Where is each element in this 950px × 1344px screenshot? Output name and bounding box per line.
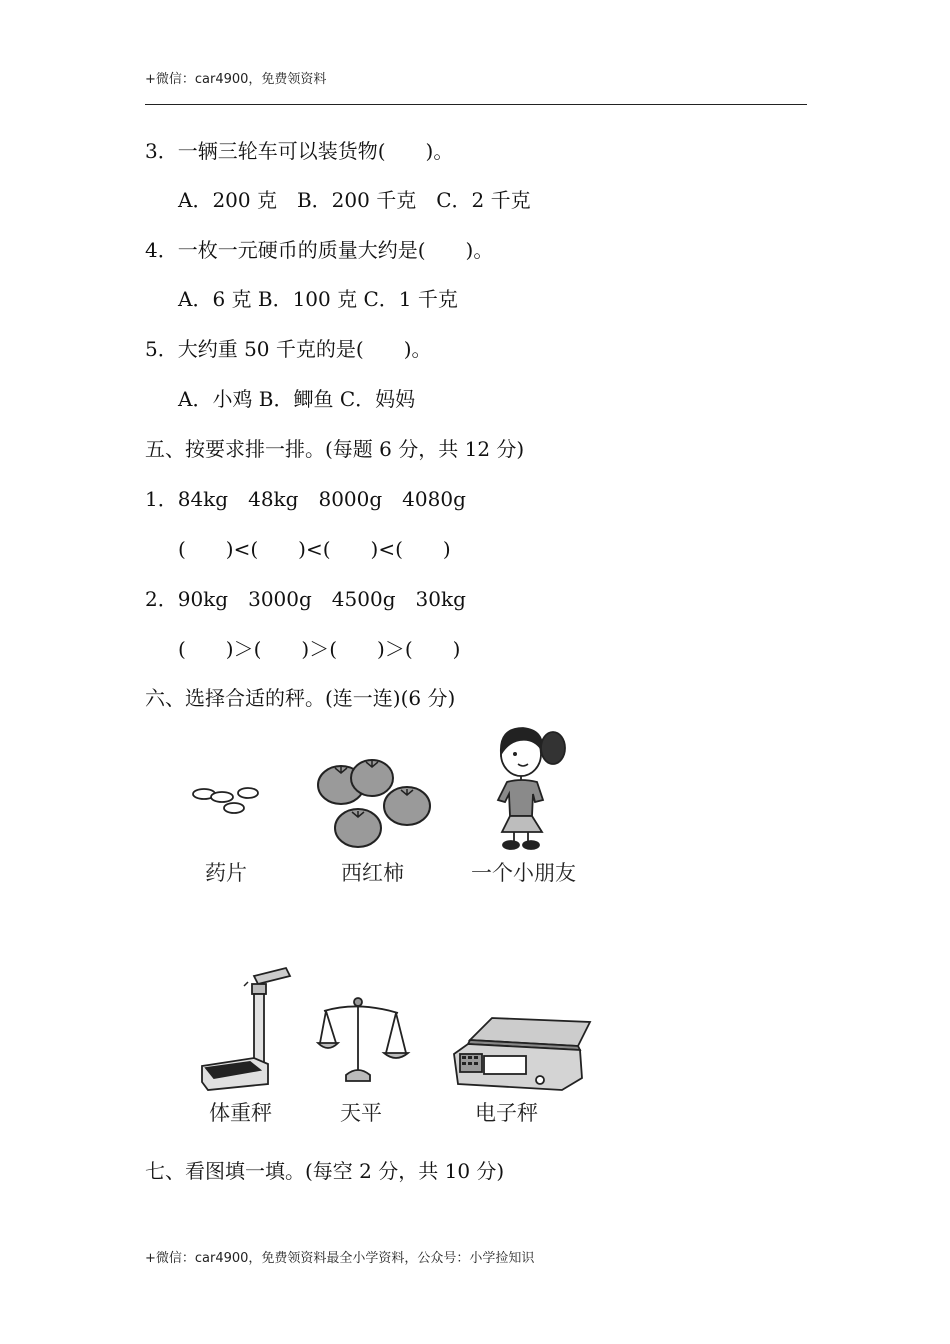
label-pills: 药片 — [205, 861, 247, 885]
question-5-stem: 5．大约重 50 千克的是( )。 — [145, 337, 432, 361]
section-6-title: 六、选择合适的秤。(连一连)(6 分) — [145, 686, 456, 710]
section-7-title: 七、看图填一填。(每空 2 分，共 10 分) — [145, 1159, 505, 1183]
child-image — [490, 724, 570, 852]
balance-image — [320, 995, 410, 1087]
section-5-q1-items: 1．84kg 48kg 8000g 4080g — [145, 487, 466, 511]
header-divider — [145, 104, 807, 105]
body-scale-image — [198, 966, 294, 1092]
question-5-options: A．小鸡 B．鲫鱼 C．妈妈 — [178, 387, 416, 411]
question-4-stem: 4．一枚一元硬币的质量大约是( )。 — [145, 238, 494, 262]
page-footer: +微信：car4900，免费领资料最全小学资料，公众号：小学捡知识 — [145, 1251, 535, 1266]
electronic-scale-image — [450, 1016, 596, 1092]
label-balance: 天平 — [340, 1101, 382, 1125]
label-child: 一个小朋友 — [471, 861, 576, 885]
question-3-options: A．200 克 B．200 千克 C．2 千克 — [178, 188, 531, 212]
section-5-q1-answer: ( )<( )<( )<( ) — [178, 537, 451, 561]
page-header: +微信：car4900，免费领资料 — [145, 72, 327, 87]
pills-image — [188, 782, 263, 822]
label-electronic-scale: 电子秤 — [475, 1101, 538, 1125]
question-4-options: A．6 克 B．100 克 C．1 千克 — [178, 287, 458, 311]
section-5-title: 五、按要求排一排。(每题 6 分，共 12 分) — [145, 437, 525, 461]
label-body-scale: 体重秤 — [209, 1101, 272, 1125]
label-tomatoes: 西红柿 — [341, 861, 404, 885]
section-5-q2-answer: ( )＞( )＞( )＞( ) — [178, 637, 461, 661]
tomatoes-image — [315, 758, 435, 850]
question-3-stem: 3．一辆三轮车可以装货物( )。 — [145, 139, 454, 163]
section-5-q2-items: 2．90kg 3000g 4500g 30kg — [145, 587, 466, 611]
